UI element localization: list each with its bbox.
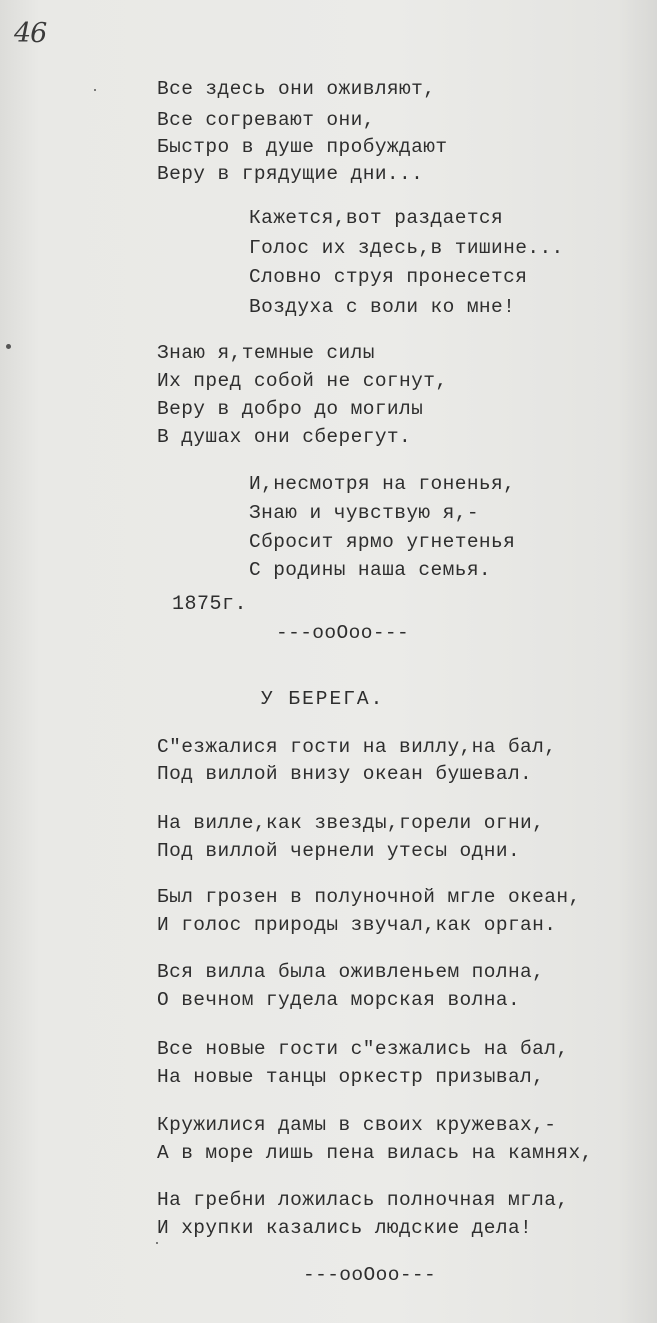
poem-line: И,несмотря на гоненья, (249, 473, 516, 495)
poem-line: На гребни ложилась полночная мгла, (157, 1189, 569, 1211)
poem-line: С родины наша семья. (249, 559, 492, 581)
paper-speck (94, 89, 96, 91)
poem-line: Их пред собой не согнут, (157, 370, 448, 392)
paper-speck (6, 344, 11, 349)
poem-line: Знаю и чувствую я,- (249, 502, 479, 524)
poem-line: Словно струя пронесется (249, 266, 528, 288)
paper-speck (156, 1242, 158, 1244)
page-number: 46 (14, 18, 47, 49)
poem-line: Веру в грядущие дни... (157, 163, 424, 185)
poem-line: Был грозен в полуночной мгле океан, (157, 886, 581, 908)
poem-line: Кружилися дамы в своих кружевах,- (157, 1114, 557, 1136)
poem-line: Знаю я,темные силы (157, 342, 375, 364)
poem-line: Воздуха с воли ко мне! (249, 296, 516, 318)
poem-line: В душах они сберегут. (157, 426, 412, 448)
poem-line: И хрупки казались людские дела! (157, 1217, 533, 1239)
poem-line: Вся вилла была оживленьем полна, (157, 961, 545, 983)
poem-year: 1875г. (172, 593, 248, 616)
poem-line: Голос их здесь,в тишине... (249, 237, 564, 259)
poem-line: А в море лишь пена вилась на камнях, (157, 1142, 593, 1164)
poem-line: Все здесь они оживляют, (157, 78, 436, 100)
poem-line: Под виллой чернели утесы одни. (157, 840, 521, 862)
poem-line: И голос природы звучал,как орган. (157, 914, 557, 936)
section-separator: ---ооОоо--- (303, 1264, 437, 1286)
poem-line: Кажется,вот раздается (249, 207, 504, 229)
poem-line: На вилле,как звезды,горели огни, (157, 812, 545, 834)
poem-title: У БЕРЕГА. (261, 688, 385, 710)
poem-line: С"езжалися гости на виллу,на бал, (157, 736, 557, 758)
poem-line: Все согревают они, (157, 109, 375, 131)
poem-line: Все новые гости с"езжались на бал, (157, 1038, 569, 1060)
poem-line: Быстро в душе пробуждают (157, 136, 448, 158)
poem-line: На новые танцы оркестр призывал, (157, 1066, 545, 1088)
poem-line: Сбросит ярмо угнетенья (249, 531, 516, 553)
poem-line: Под виллой внизу океан бушевал. (157, 763, 533, 785)
poem-line: Веру в добро до могилы (157, 398, 424, 420)
section-separator: ---ооОоо--- (276, 622, 410, 644)
poem-line: О вечном гудела морская волна. (157, 989, 521, 1011)
